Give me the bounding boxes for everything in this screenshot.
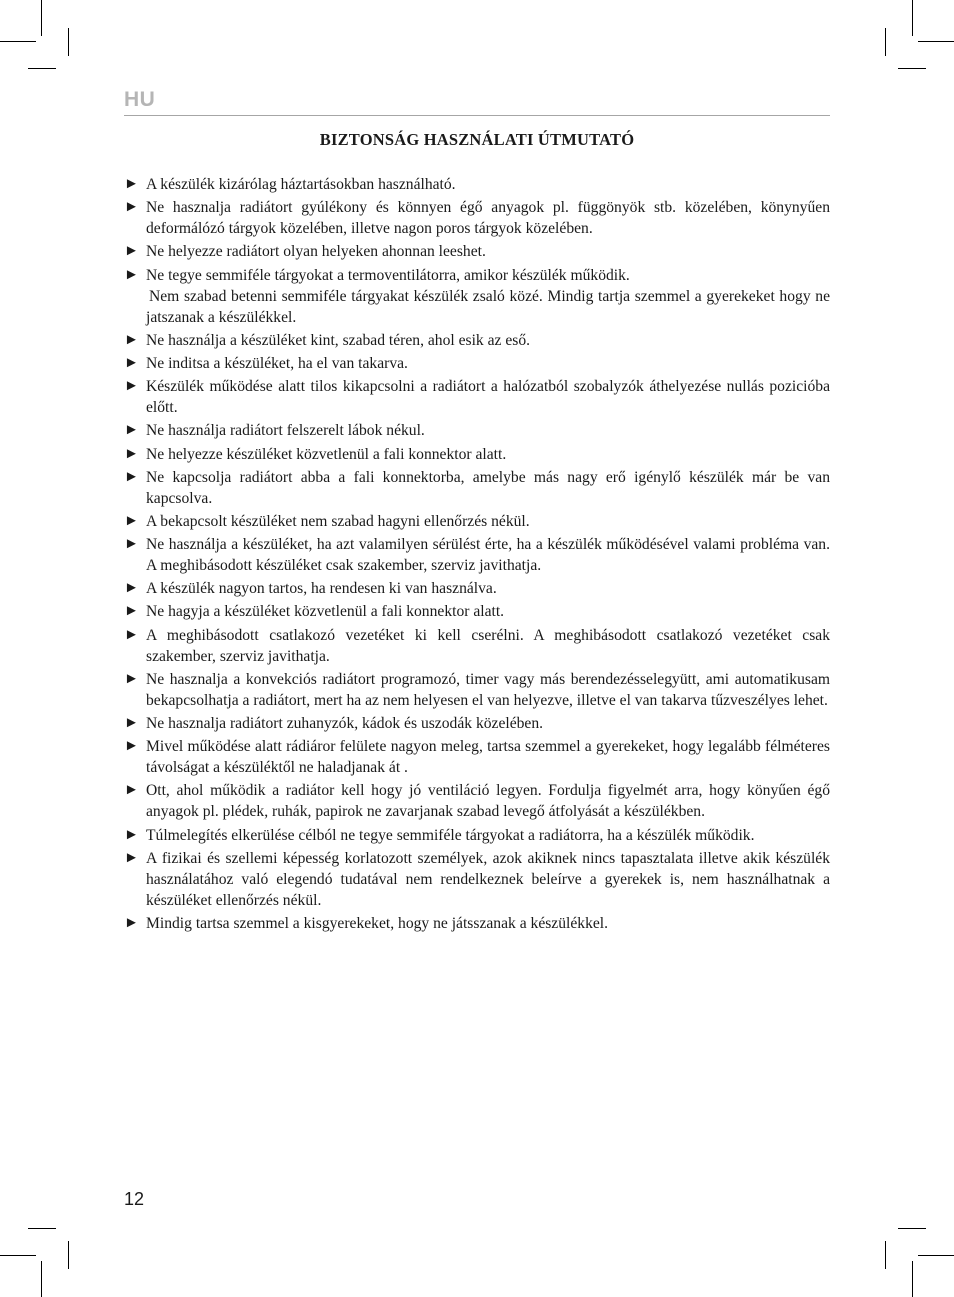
list-item xyxy=(124,265,830,328)
bullet-arrow-icon: ► xyxy=(124,243,139,260)
list-item-text: Ne hasznalja radiátort gyúlékony és könnyen égő anyagok pl. függönyök stb. közelében, könynyűen deformálózó tárgyok közelében, illetve nagon poros tárgyok közelében. xyxy=(146,199,830,238)
crop-mark xyxy=(918,1255,954,1256)
bullet-arrow-icon: ► xyxy=(124,580,139,597)
list-item xyxy=(124,578,830,599)
list-item xyxy=(124,825,830,846)
list-item xyxy=(124,420,830,441)
list-item-text: Ne helyezze készüléket közvetlenül a fali konnektor alatt. xyxy=(146,445,507,463)
bullet-arrow-icon: ► xyxy=(124,354,139,371)
bullet-arrow-icon: ► xyxy=(124,603,139,620)
list-item-text: A készülék kizárólag háztartásokban használható. xyxy=(146,176,456,193)
list-item xyxy=(124,848,830,911)
list-item-extra-text: Nem szabad betenni semmiféle tárgyakat készülék zsaló közé. Mindig tartja szemmel a gyerekeket hogy ne jatszanak a készülékkel. xyxy=(146,287,830,326)
header-rule xyxy=(124,115,830,116)
bullet-arrow-icon: ► xyxy=(124,849,139,866)
crop-mark xyxy=(918,41,954,42)
page-title: BIZTONSÁG HASZNÁLATI ÚTMUTATÓ xyxy=(319,130,635,149)
list-item-text: Ne tegye semmiféle tárgyokat a termoventilátorra, amikor készülék működik. xyxy=(146,266,630,284)
bullet-arrow-icon: ► xyxy=(124,378,139,395)
list-item xyxy=(124,174,830,195)
bullet-arrow-icon: ► xyxy=(124,445,139,462)
bullet-arrow-icon: ► xyxy=(124,782,139,799)
crop-mark xyxy=(41,1261,42,1297)
bullet-arrow-icon: ► xyxy=(124,512,139,529)
bullet-arrow-icon: ► xyxy=(124,536,139,553)
list-item-text: Ne használja a készüléket, ha azt valamilyen sérülést érte, ha a készülék működésével valami probléma van. A meghibásodott készüléket csak szakember, szerviz javithatja. xyxy=(146,536,830,575)
list-item-text: Ott, ahol működik a radiátor kell hogy jó ventiláció legyen. Fordulja figyelmét arra, hogy könyűen égő anyagok pl. plédek, ruhák, papirok ne zavarjanak szabad levegő átfolyását a készülékben. xyxy=(146,782,830,821)
list-item xyxy=(124,601,830,622)
list-item-text: A bekapcsolt készüléket nem szabad hagyni ellenőrzés nékül. xyxy=(146,512,530,530)
crop-mark xyxy=(885,28,886,56)
list-item-text: Mindig tartsa szemmel a kisgyerekeket, hogy ne játsszanak a készülékkel. xyxy=(146,914,609,932)
bullet-arrow-icon: ► xyxy=(124,914,139,931)
list-item-text: Mivel működése alatt rádiáror felülete nagyon meleg, tartsa szemmel a gyerekeket, hogy legalább félméteres távolságat a készüléktől ne haladjanak át . xyxy=(146,738,830,777)
list-item-text: Ne használja radiátort felszerelt lábok nékul. xyxy=(146,422,425,440)
list-item-text: Ne használja a készüléket kint, szabad téren, ahol esik az eső. xyxy=(146,331,531,349)
bullet-arrow-icon: ► xyxy=(124,826,139,843)
page-number: 12 xyxy=(124,1189,145,1209)
list-item xyxy=(124,197,830,239)
list-item xyxy=(124,736,830,778)
bullet-arrow-icon: ► xyxy=(124,715,139,731)
language-code: HU xyxy=(124,88,156,111)
list-item xyxy=(124,669,830,711)
bullet-arrow-icon: ► xyxy=(124,422,139,439)
list-item xyxy=(124,241,830,262)
list-item xyxy=(124,780,830,822)
bullet-arrow-icon: ► xyxy=(124,626,139,643)
crop-mark xyxy=(28,1228,56,1229)
list-item xyxy=(124,444,830,465)
list-item-text: Túlmelegítés elkerülése célból ne tegye semmiféle tárgyokat a radiátorra, ha a készülék működik. xyxy=(146,826,755,844)
crop-mark xyxy=(0,41,36,42)
list-item-text: A készülék nagyon tartos, ha rendesen ki van használva. xyxy=(146,580,497,598)
crop-mark xyxy=(912,1261,913,1297)
bullet-arrow-icon: ► xyxy=(124,468,139,485)
list-item-text: Ne hagyja a készüléket közvetlenül a fali konnektor alatt. xyxy=(146,603,505,621)
list-item xyxy=(124,353,830,374)
list-item xyxy=(124,376,830,418)
list-item-text: Ne hasznalja a konvekciós radiátort programozó, timer vagy más berendezésselegyütt, ami automatikusam bekapcsolhatja a radiátort, mert ha az nem helyesen el van helyezve, illetve el van takarva tűzveszélyes lehet. xyxy=(146,670,830,709)
list-item xyxy=(124,625,830,667)
list-item xyxy=(124,913,830,934)
list-item-text: Készülék működése alatt tilos kikapcsolni a radiátort a halózatból szobalyzók áthelyezése nullás pozicióba előtt. xyxy=(146,378,830,417)
list-item xyxy=(124,330,830,351)
crop-mark xyxy=(0,1255,36,1256)
list-item xyxy=(124,534,830,576)
crop-mark xyxy=(885,1241,886,1269)
crop-mark xyxy=(912,0,913,36)
bullet-arrow-icon: ► xyxy=(124,266,139,283)
crop-mark xyxy=(68,28,69,56)
crop-mark xyxy=(898,1228,926,1229)
list-item-text: A fizikai és szellemi képesség korlatozott személyek, azok akiknek nincs tapasztalata illetve akik készülék használatához való elegendó tudatával nem rendelkeznek beleírve a gyerekek is, nem használhatnak a készüléket ellenőrzés nékül. xyxy=(146,849,830,909)
crop-mark xyxy=(68,1241,69,1269)
crop-mark xyxy=(28,68,56,69)
bullet-arrow-icon: ► xyxy=(124,176,139,192)
list-item xyxy=(124,467,830,509)
list-item-text: Ne kapcsolja radiátort abba a fali konnektorba, amelybe más nagy erő igénylő készülék már be van kapcsolva. xyxy=(146,468,830,507)
bullet-arrow-icon: ► xyxy=(124,670,139,687)
list-item xyxy=(124,713,830,734)
list-item-text: A meghibásodott csatlakozó vezetéket ki kell cserélni. A meghibásodott csatlakozó vezetéket csak szakember, szerviz javithatja. xyxy=(146,626,830,665)
list-item-text: Ne hasznalja radiátort zuhanyzók, kádok és uszodák közelében. xyxy=(146,715,544,732)
bullet-arrow-icon: ► xyxy=(124,738,139,755)
list-item-text: Ne helyezze radiátort olyan helyeken ahonnan leeshet. xyxy=(146,243,486,261)
list-item xyxy=(124,511,830,532)
bullet-arrow-icon: ► xyxy=(124,331,139,348)
crop-mark xyxy=(898,68,926,69)
bullet-arrow-icon: ► xyxy=(124,199,139,216)
safety-instructions-list xyxy=(124,174,830,936)
list-item-text: Ne inditsa a készüléket, ha el van takarva. xyxy=(146,354,408,372)
crop-mark xyxy=(41,0,42,36)
